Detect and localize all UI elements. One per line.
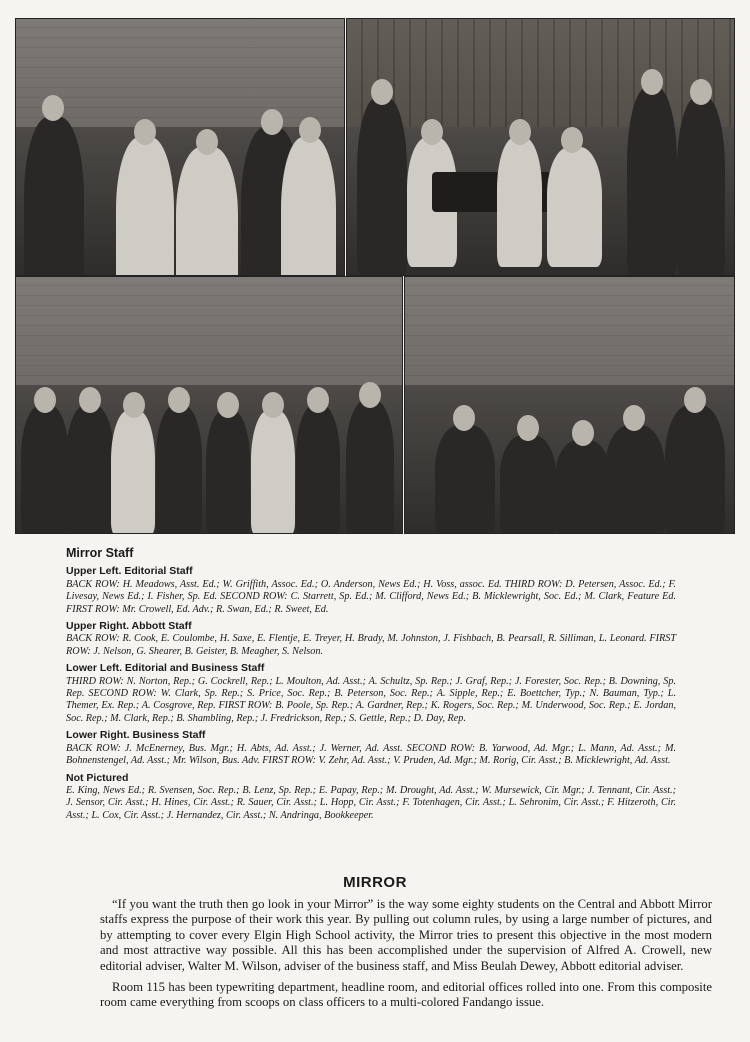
- section-title-upper-left: Upper Left. Editorial Staff: [66, 565, 193, 578]
- photo-lower-right-business-staff: [404, 276, 735, 534]
- article-title: MIRROR: [343, 874, 407, 891]
- article-body: [100, 897, 712, 1017]
- section-body-lower-right: BACK ROW: J. McEnerney, Bus. Mgr.; H. Abts, Ad. Asst.; J. Werner, Ad. Asst. SECOND ROW: B. Yarwood, Ad. Mgr.; L. Mann, Ad. Asst.; M. Bohnenstengel, Ad. Asst.; Mr. Wilson, Bus. Adv. FIRST ROW: V. Zehr, Ad. Asst.; V. Pruden, Ad. Mgr.; M. Rorig, Cir. Asst.; B. Micklewright, Ad. Asst.: [66, 742, 676, 767]
- section-body-lower-left: THIRD ROW: N. Norton, Rep.; G. Cockrell, Rep.; L. Moulton, Ad. Asst.; A. Schultz, Sp. Rep.; J. Graf, Rep.; J. Forester, Soc. Rep.; B. Downing, Sp. Rep. SECOND ROW: W. Clark, Sp. Rep.; S. Price, Soc. Rep.; B. Peterson, Soc. Rep.; A. Sipple, Rep.; E. Boettcher, Typ.; N. Bauman, Typ.; L. Themer, Ex. Rep.; A. Cosgrove, Rep. FIRST ROW: B. Poole, Sp. Rep.; A. Gardner, Rep.; K. Rogers, Soc. Rep.; M. Underwood, Soc. Rep.; E. Jordan, Soc. Rep.; M. Clark, Rep.; B. Shambling, Rep.; J. Fredrickson, Rep.; S. Gettle, Rep.; D. Day, Rep.: [66, 675, 676, 724]
- section-title-not-pictured: Not Pictured: [66, 771, 129, 784]
- article-paragraph: “If you want the truth then go look in your Mirror” is the way some eighty students on the Central and Abbott Mirror staffs express the purpose of their work this year. By pulling out column rules, by using a large number of pictures, and by attempting to cover every Elgin High School activity, the Mirror tries to present this objective in the most modern and most attractive way possible. All this has been accomplished under the supervision of Alfred A. Crowell, new editorial adviser, Walter M. Wilson, adviser of the business staff, and Miss Beulah Dewey, Abbott editorial adviser.: [100, 897, 712, 973]
- section-title-upper-right: Upper Right. Abbott Staff: [66, 620, 192, 633]
- staff-heading: Mirror Staff: [66, 546, 134, 560]
- section-body-upper-left: BACK ROW: H. Meadows, Asst. Ed.; W. Griffith, Assoc. Ed.; O. Anderson, News Ed.; H. Voss, assoc. Ed. THIRD ROW: D. Petersen, Assoc. Ed.; F. Livesay, News Ed.; I. Fisher, Sp. Ed. SECOND ROW: C. Starrett, Sp. Ed.; M. Clifford, News Ed.; B. Micklewright, Soc. Ed.; M. Clark, Feature Ed. FIRST ROW: Mr. Crowell, Ed. Adv.; R. Swan, Ed.; R. Sweet, Ed.: [66, 578, 676, 615]
- section-body-not-pictured: E. King, News Ed.; R. Svensen, Soc. Rep.; B. Lenz, Sp. Rep.; E. Papay, Rep.; M. Drought, Ad. Asst.; W. Mursewick, Cir. Mgr.; J. Tennant, Cir. Asst.; J. Sensor, Cir. Asst.; H. Hines, Cir. Asst.; R. Sauer, Cir. Asst.; L. Hopp, Cir. Asst.; F. Totenhagen, Cir. Asst.; L. Sehronim, Cir. Asst.; F. Hitzeroth, Cir. Asst.; L. Cox, Cir. Asst.; J. Hernandez, Cir. Asst.; N. Andringa, Bookkeeper.: [66, 784, 676, 821]
- article-paragraph: Room 115 has been typewriting department, headline room, and editorial offices rolled into one. From this composite room came everything from scoops on class officers to a multi-colored Fandango issue.: [100, 980, 712, 1010]
- photo-lower-left-editorial-business-staff: [15, 276, 403, 534]
- photo-upper-right-abbott-staff: [346, 18, 735, 276]
- section-title-lower-left: Lower Left. Editorial and Business Staff: [66, 662, 265, 675]
- staff-list: [66, 547, 676, 825]
- section-body-upper-right: BACK ROW: R. Cook, E. Coulombe, H. Saxe, E. Flentje, E. Treyer, H. Brady, M. Johnston, J. Fishbach, B. Pearsall, R. Silliman, L. Leonard. FIRST ROW: J. Nelson, G. Shearer, B. Geister, B. Meagher, S. Nelson.: [66, 633, 676, 657]
- photo-upper-left-editorial-staff: [15, 18, 345, 276]
- section-title-lower-right: Lower Right. Business Staff: [66, 729, 206, 742]
